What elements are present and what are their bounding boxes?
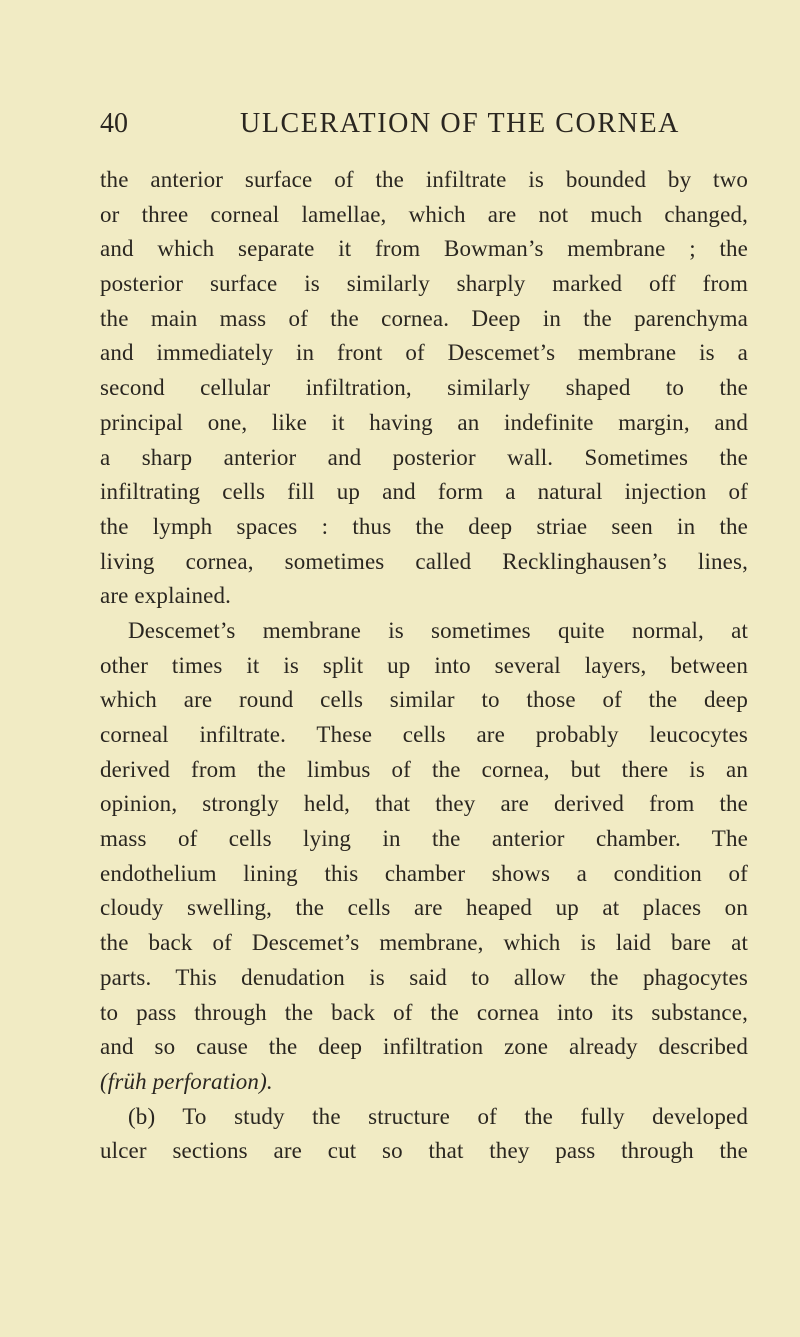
text-line: the lymph spaces : thus the deep striae seen in the [100,513,748,539]
text-line: Descemet’s membrane is sometimes quite normal, at [128,617,748,643]
body-text [100,163,748,1169]
text-line: derived from the limbus of the cornea, but there is an [100,756,748,782]
text-line: and immediately in front of Descemet’s membrane is a [100,340,748,366]
text-line: are explained. [100,583,232,609]
text-line: mass of cells lying in the anterior chamber. The [100,826,748,852]
text-line: (b) To study the structure of the fully developed [128,1103,748,1129]
text-line: posterior surface is similarly sharply marked off from [100,271,748,297]
text-line: endothelium lining this chamber shows a condition of [100,860,748,886]
text-line: parts. This denudation is said to allow the phagocytes [100,964,748,990]
text-line: corneal infiltrate. These cells are probably leucocytes [100,722,748,747]
page-header [100,102,740,146]
text-line: principal one, like it having an indefinite margin, and [100,409,748,435]
text-line: a sharp anterior and posterior wall. Sometimes the [100,444,748,470]
text-line: opinion, strongly held, that they are derived from the [100,791,748,817]
text-line: or three corneal lamellae, which are not much changed, [100,201,748,227]
text-line: the back of Descemet’s membrane, which is laid bare at [100,930,748,956]
text-line: and which separate it from Bowman’s membrane ; the [100,236,748,262]
text-line-italic: (früh perforation). [100,1068,273,1094]
text-line: the main mass of the cornea. Deep in the parenchyma [100,305,748,331]
text-line: living cornea, sometimes called Recklinghausen’s lines, [100,548,748,574]
running-title: ULCERATION OF THE CORNEA [240,108,680,139]
text-line: infiltrating cells fill up and form a natural injection of [100,479,748,505]
text-line: to pass through the back of the cornea into its substance, [100,999,748,1025]
text-line: second cellular infiltration, similarly shaped to the [100,375,748,401]
page-number: 40 [100,108,128,139]
text-line: and so cause the deep infiltration zone already described [100,1034,748,1060]
text-line: the anterior surface of the infiltrate is bounded by two [100,167,748,192]
text-line: which are round cells similar to those of the deep [100,687,748,713]
text-line: cloudy swelling, the cells are heaped up at places on [100,895,748,921]
text-line: other times it is split up into several layers, between [100,652,748,678]
text-line: ulcer sections are cut so that they pass through the [100,1138,748,1164]
